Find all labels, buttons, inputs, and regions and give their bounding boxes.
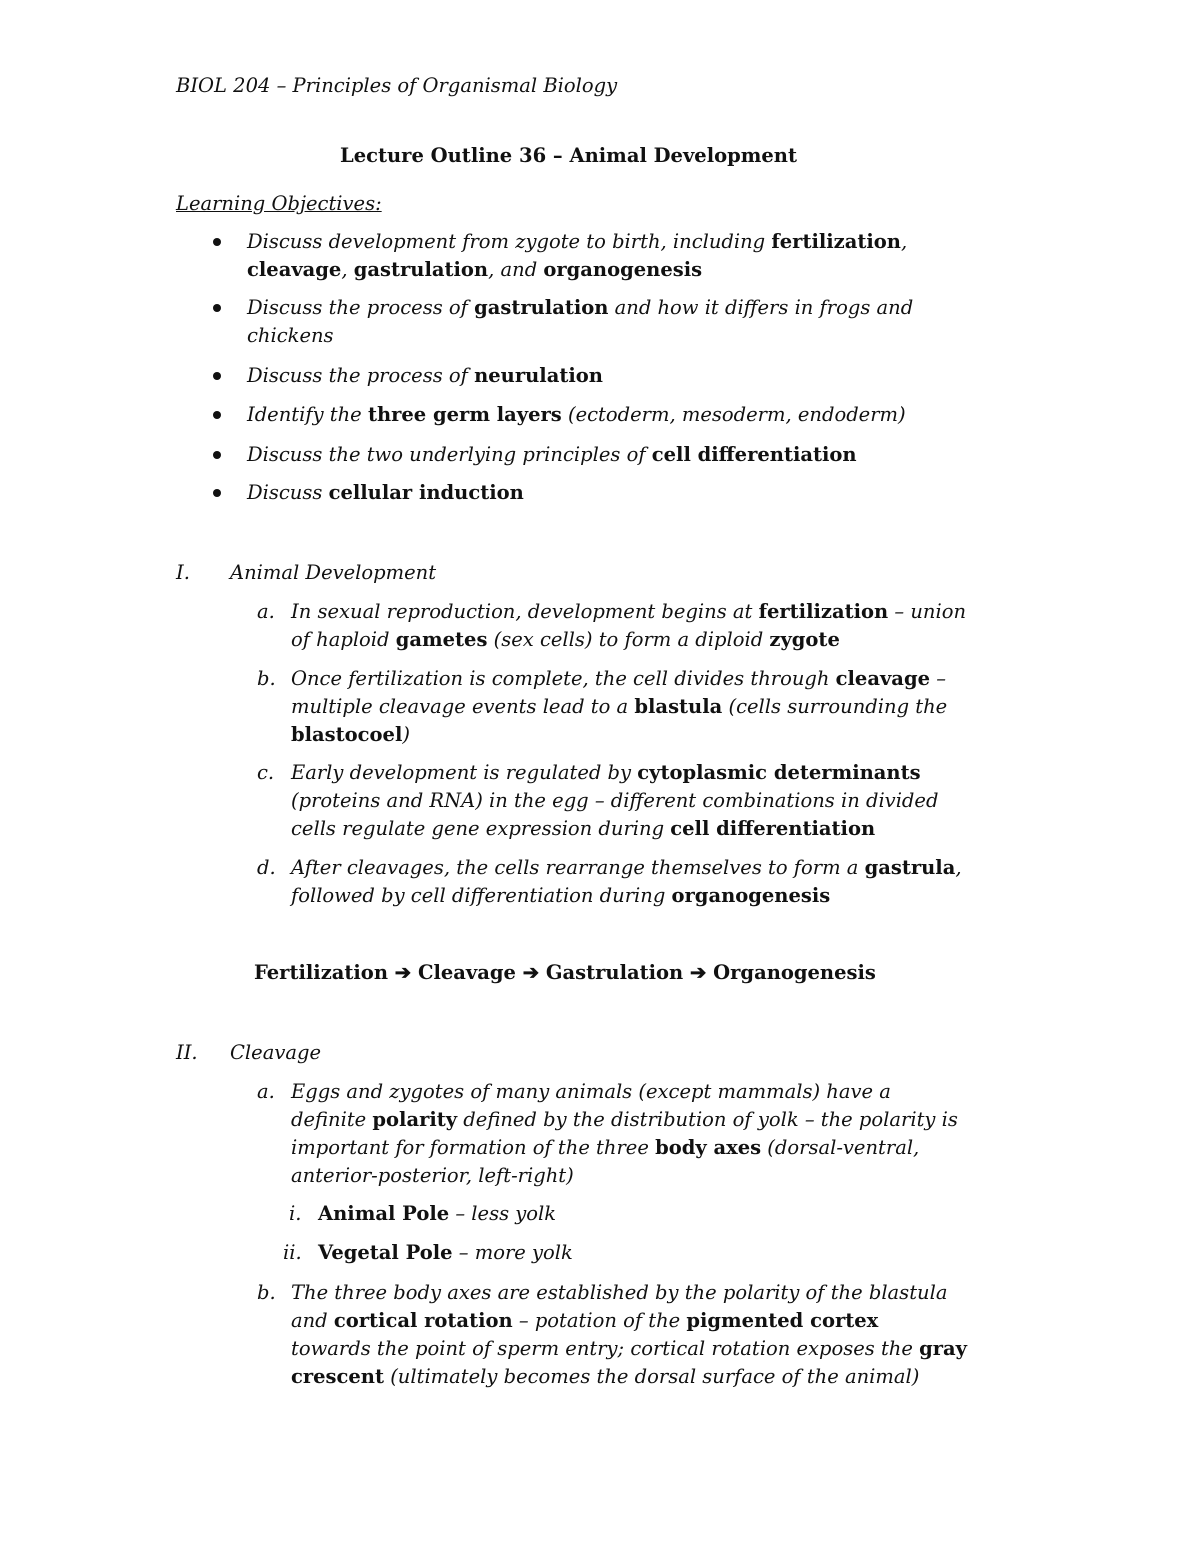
section-1-b-line-1: Once fertilization is complete, the cell divides through cleavage – [291, 667, 946, 690]
animal-pole-item: Animal Pole – less yolk [318, 1202, 557, 1225]
arrow-right-icon: ➔ [522, 961, 540, 984]
bullet-icon [213, 238, 221, 246]
objective-4: Identify the three germ layers (ectoderm, mesoderm, endoderm) [247, 403, 906, 426]
stage-gastrulation: Gastrulation [545, 961, 684, 984]
section-2-b-line-3: towards the point of sperm entry; cortical rotation exposes the gray [291, 1337, 967, 1360]
objective-3: Discuss the process of neurulation [247, 364, 603, 387]
section-1-b-line-2: multiple cleavage events lead to a blastula (cells surrounding the [291, 695, 948, 718]
arrow-right-icon: ➔ [394, 961, 412, 984]
page-title: Lecture Outline 36 – Animal Development [340, 144, 797, 167]
vegetal-pole-item: Vegetal Pole – more yolk [318, 1241, 573, 1264]
item-marker: a. [257, 1080, 275, 1103]
objective-2-line-2: chickens [247, 324, 334, 347]
section-1-d-line-1: After cleavages, the cells rearrange themselves to form a gastrula, [291, 856, 962, 879]
bullet-icon [213, 304, 221, 312]
section-2-heading: Cleavage [230, 1041, 321, 1064]
stage-organogenesis: Organogenesis [713, 961, 876, 984]
objectives-heading: Learning Objectives: [176, 192, 382, 215]
objective-5: Discuss the two underlying principles of cell differentiation [247, 443, 857, 466]
section-1-heading: Animal Development [230, 561, 437, 584]
bullet-icon [213, 411, 221, 419]
section-2-numeral: II. [176, 1041, 198, 1064]
item-marker: b. [257, 667, 276, 690]
objective-2-line-1: Discuss the process of gastrulation and how it differs in frogs and [247, 296, 914, 319]
item-marker: d. [257, 856, 276, 879]
section-2-b-line-1: The three body axes are established by the polarity of the blastula [291, 1281, 948, 1304]
section-1-b-line-3: blastocoel) [291, 723, 410, 746]
section-1-c-line-3: cells regulate gene expression during cell differentiation [291, 817, 876, 840]
section-1-d-line-2: followed by cell differentiation during organogenesis [291, 884, 831, 907]
section-2-a-line-4: anterior-posterior, left-right) [291, 1164, 574, 1187]
arrow-right-icon: ➔ [690, 961, 707, 984]
bullet-icon [213, 489, 221, 497]
section-2-a-line-3: important for formation of the three body axes (dorsal-ventral, [291, 1136, 920, 1159]
item-marker: a. [257, 600, 275, 623]
subitem-marker: ii. [283, 1241, 302, 1264]
section-1-numeral: I. [176, 561, 190, 584]
section-2-b-line-4: crescent (ultimately becomes the dorsal surface of the animal) [291, 1365, 920, 1388]
section-2-b-line-2: and cortical rotation – potation of the pigmented cortex [291, 1309, 879, 1332]
bullet-icon [213, 372, 221, 380]
subitem-marker: i. [289, 1202, 302, 1225]
course-header: BIOL 204 – Principles of Organismal Biology [176, 74, 618, 97]
bullet-icon [213, 451, 221, 459]
objective-6: Discuss cellular induction [247, 481, 524, 504]
section-1-c-line-2: (proteins and RNA) in the egg – different combinations in divided [291, 789, 939, 812]
section-1-a-line-2: of haploid gametes (sex cells) to form a diploid zygote [291, 628, 840, 651]
item-marker: b. [257, 1281, 276, 1304]
section-2-a-line-1: Eggs and zygotes of many animals (except mammals) have a [291, 1080, 891, 1103]
stage-fertilization: Fertilization [254, 961, 388, 984]
item-marker: c. [257, 761, 275, 784]
section-1-a-line-1: In sexual reproduction, development begins at fertilization – union [291, 600, 967, 623]
stage-cleavage: Cleavage [417, 961, 516, 984]
objective-1-line-2: cleavage, gastrulation, and organogenesis [247, 258, 703, 281]
section-2-a-line-2: definite polarity defined by the distribution of yolk – the polarity is [291, 1108, 958, 1131]
development-sequence [254, 959, 876, 987]
section-1-c-line-1: Early development is regulated by cytoplasmic determinants [291, 761, 921, 784]
objective-1-line-1: Discuss development from zygote to birth, including fertilization, [247, 230, 908, 253]
